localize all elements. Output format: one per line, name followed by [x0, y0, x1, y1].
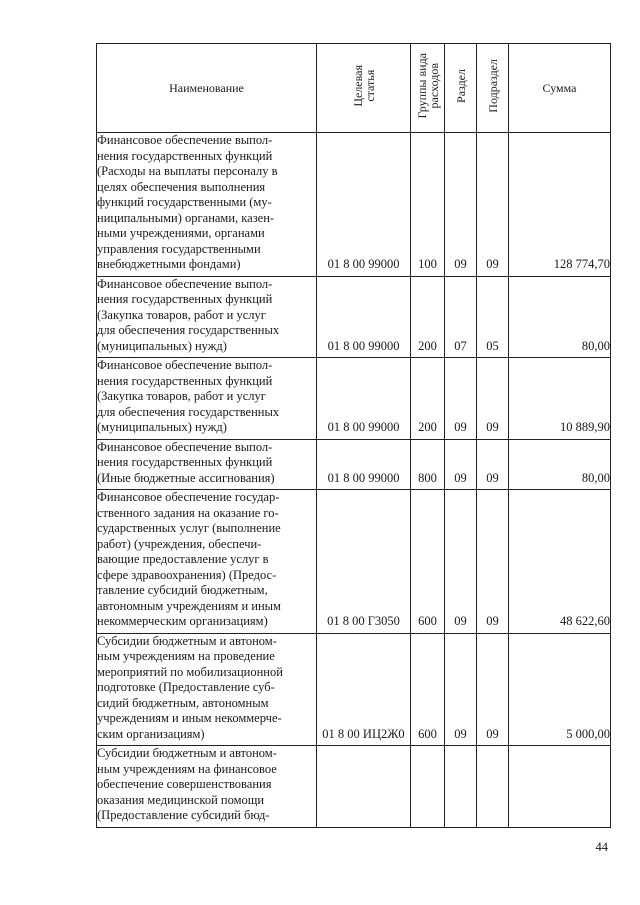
- row-name: Финансовое обеспечение государ- ственного задания на оказание го- сударственных услуг (выполнение работ) (учреждения, обеспечи- вающие предоставление услуг в сфере здравоохранения) (Предос- тавление субсидий бюджетным, автономным учреждениям и иным некоммерческим организациям): [97, 490, 317, 634]
- header-group: Группы вида расходов: [411, 44, 445, 133]
- table-row: [97, 439, 611, 490]
- row-subsection: 09: [477, 490, 509, 634]
- row-group: 200: [411, 276, 445, 358]
- row-target: 01 8 00 ИЦ2Ж0: [317, 633, 411, 746]
- row-target: 01 8 00 99000: [317, 133, 411, 277]
- row-section: 09: [445, 633, 477, 746]
- row-section: [445, 746, 477, 828]
- table-row: [97, 276, 611, 358]
- row-section: 07: [445, 276, 477, 358]
- table-row-continued: [97, 746, 611, 828]
- row-subsection: 09: [477, 358, 509, 440]
- row-name: Финансовое обеспечение выпол- нения государственных функций (Расходы на выплаты персоналу в целях обеспечения выполнения функций государственными (му- ниципальными) органами, казен- ными учреждениями, органами управления государственными внебюджетными фондами): [97, 133, 317, 277]
- table-row: [97, 133, 611, 277]
- row-sum: 48 622,60: [509, 490, 611, 634]
- row-group: 100: [411, 133, 445, 277]
- row-target: 01 8 00 99000: [317, 276, 411, 358]
- row-group: 800: [411, 439, 445, 490]
- table-row: [97, 490, 611, 634]
- row-target: 01 8 00 99000: [317, 439, 411, 490]
- row-subsection: 05: [477, 276, 509, 358]
- row-sum: 128 774,70: [509, 133, 611, 277]
- row-group: 600: [411, 633, 445, 746]
- row-name: Субсидии бюджетным и автоном- ным учреждениям на проведение мероприятий по мобилизационной подготовке (Предоставление суб- сидий бюджетным, автономным учреждениям и иным некоммерче- ским организациям): [97, 633, 317, 746]
- row-sum: 5 000,00: [509, 633, 611, 746]
- header-sum: Сумма: [509, 44, 611, 133]
- table-row: [97, 633, 611, 746]
- row-target: 01 8 00 Г3050: [317, 490, 411, 634]
- row-target: 01 8 00 99000: [317, 358, 411, 440]
- budget-table: [96, 43, 611, 828]
- row-subsection: 09: [477, 439, 509, 490]
- row-sum: 10 889,90: [509, 358, 611, 440]
- row-name: Субсидии бюджетным и автоном- ным учреждениям на финансовое обеспечение совершенствования оказания медицинской помощи (Предоставление субсидий бюд-: [97, 746, 317, 828]
- row-subsection: 09: [477, 133, 509, 277]
- header-name: Наименование: [97, 44, 317, 133]
- row-name: Финансовое обеспечение выпол- нения государственных функций (Иные бюджетные ассигнования): [97, 439, 317, 490]
- row-sum: 80,00: [509, 439, 611, 490]
- row-subsection: 09: [477, 633, 509, 746]
- row-name: Финансовое обеспечение выпол- нения государственных функций (Закупка товаров, работ и услуг для обеспечения государственных (муниципальных) нужд): [97, 358, 317, 440]
- row-sum: 80,00: [509, 276, 611, 358]
- row-section: 09: [445, 133, 477, 277]
- row-name: Финансовое обеспечение выпол- нения государственных функций (Закупка товаров, работ и услуг для обеспечения государственных (муниципальных) нужд): [97, 276, 317, 358]
- row-group: 600: [411, 490, 445, 634]
- row-group: 200: [411, 358, 445, 440]
- row-section: 09: [445, 490, 477, 634]
- header-subsection: Подраздел: [477, 44, 509, 133]
- page-number: 44: [595, 840, 608, 854]
- header-target: Целевая статья: [317, 44, 411, 133]
- header-section: Раздел: [445, 44, 477, 133]
- row-subsection: [477, 746, 509, 828]
- row-group: [411, 746, 445, 828]
- row-section: 09: [445, 439, 477, 490]
- table-row: [97, 358, 611, 440]
- row-target: [317, 746, 411, 828]
- row-section: 09: [445, 358, 477, 440]
- table-header-row: [97, 44, 611, 133]
- row-sum: [509, 746, 611, 828]
